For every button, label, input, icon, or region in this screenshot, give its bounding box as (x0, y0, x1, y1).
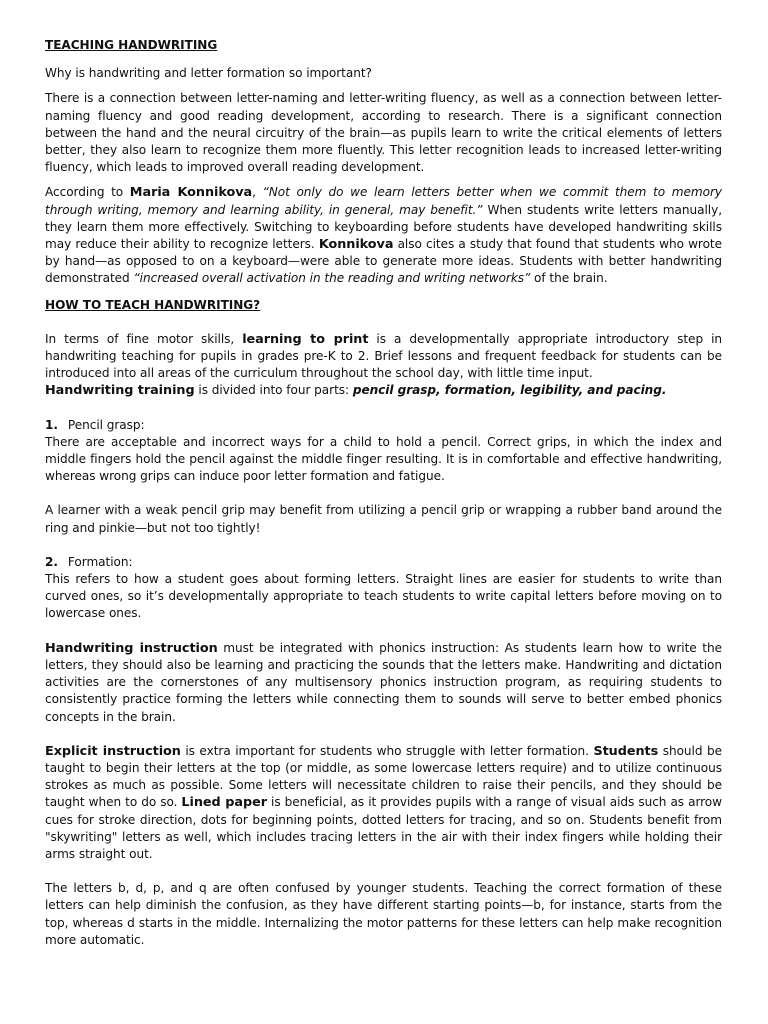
section-label: Formation: (67, 554, 133, 569)
bold-term: Handwriting training (45, 383, 195, 399)
intro-question: Why is handwriting and letter formation so important? (45, 66, 372, 81)
quote: “increased overall activation in the reading and writing networks” (133, 271, 531, 286)
bold-term: learning to print (242, 331, 369, 347)
paragraph-phonics (45, 640, 722, 726)
paragraph-fine-motor (45, 331, 722, 383)
section-label: Pencil grasp: (67, 417, 145, 432)
author-name: Maria Konnikova (129, 185, 253, 201)
section-formation (45, 554, 722, 571)
text-run: is extra important for students who struggle with letter formation. (180, 743, 594, 758)
quote: “Not only do we learn letters better when we commit them to memory through writing, memory and learning ability, in general, may benefit.” (45, 185, 722, 217)
bold-term: Handwriting instruction (45, 640, 218, 656)
paragraph-bdpq: The letters b, d, p, and q are often confused by younger students. Teaching the correct formation of these letters can help diminish the confusion, as they have different starting points—b, for instance, starts from the top, whereas d starts in the middle. Internalizing the motor patterns for these letters can help make recognition more automatic. (45, 881, 722, 947)
document-title: TEACHING HANDWRITING (45, 38, 218, 52)
text-run: also cites a study that found that students who wrote by hand—as opposed to on a keyboard—were able to generate more ideas. Students with better handwriting demonstrated (45, 237, 723, 286)
text-run: is a developmentally appropriate introductory step in handwriting teaching for pupils in grades pre-K to 2. Brief lessons and frequent feedback for students can be introduced into all areas of the curriculum throughout the school day, with little time input. (45, 331, 722, 381)
text-run: , (252, 185, 263, 200)
section-number: 1. (45, 417, 58, 432)
paragraph-connection: There is a connection between letter-naming and letter-writing fluency, as well as a connection between letter-naming fluency and good reading development, according to research. There is a significant connection between the hand and the neural circuitry of the brain—as pupils learn to write the critical elements of letters better, they also learn to recognize them more fluently. This letter recognition leads to increased letter-writing fluency, which leads to improved overall reading development. (45, 91, 722, 175)
text-run: is beneficial, as it provides pupils with a range of visual aids such as arrow cues for stroke direction, dots for beginning points, dotted letters for tracing, and so on. Students benefit from "skywriting" letters as well, which includes tracing letters in the air with their index fingers while holding their arms straight out. (45, 795, 722, 861)
text-run: When students write letters manually, they learn them more effectively. Switching to keyboarding before students have developed handwriting skills may reduce their ability to recognize letters. (45, 202, 723, 252)
text-run: In terms of fine motor skills, (45, 331, 243, 346)
paragraph-konnikova (45, 184, 722, 287)
text-run: According to (45, 185, 130, 200)
text-run: is divided into four parts: (194, 383, 353, 398)
document-page (45, 37, 722, 949)
bold-term: Lined paper (181, 795, 267, 811)
paragraph-weak-grip: A learner with a weak pencil grip may benefit from utilizing a pencil grip or wrapping a rubber band around the ring and pinkie—but not too tightly! (45, 503, 722, 535)
text-run: of the brain. (530, 271, 608, 286)
author-name: Konnikova (318, 237, 394, 253)
bold-term: Explicit instruction (45, 743, 181, 759)
section-number: 2. (45, 554, 58, 569)
text-run: should be taught to begin their letters at the top (or middle, as some lowercase letters require) and to utilize continuous strokes as much as possible. Some letters will necessitate children to raise their pencils, and they should be taught when to do so. (45, 743, 722, 810)
paragraph-grips: There are acceptable and incorrect ways for a child to hold a pencil. Correct grips, in which the index and middle fingers hold the pencil against the middle finger resulting. It is in comfortable and effective handwriting, whereas wrong grips can induce poor letter formation and fatigue. (45, 434, 722, 484)
bold-term: Students (593, 743, 659, 759)
text-run: must be integrated with phonics instruction: As students learn how to write the letters, they should also be learning and practicing the sounds that the letters make. Handwriting and dictation activities are the cornerstones of any multisensory phonics instruction program, as requiring students to consistently practice forming the letters while connecting them to sounds will serve to better embed phonics concepts in the brain. (45, 640, 722, 724)
bold-italic-list: pencil grasp, formation, legibility, and pacing. (352, 383, 667, 398)
paragraph-four-parts (45, 382, 722, 399)
paragraph-forming-letters: This refers to how a student goes about forming letters. Straight lines are easier for students to write than curved ones, so it’s developmentally appropriate to teach students to write capital letters before moving on to lowercase ones. (45, 572, 722, 621)
section-heading: HOW TO TEACH HANDWRITING? (45, 297, 261, 312)
paragraph-explicit-instruction (45, 743, 722, 863)
section-pencil-grasp (45, 417, 722, 434)
